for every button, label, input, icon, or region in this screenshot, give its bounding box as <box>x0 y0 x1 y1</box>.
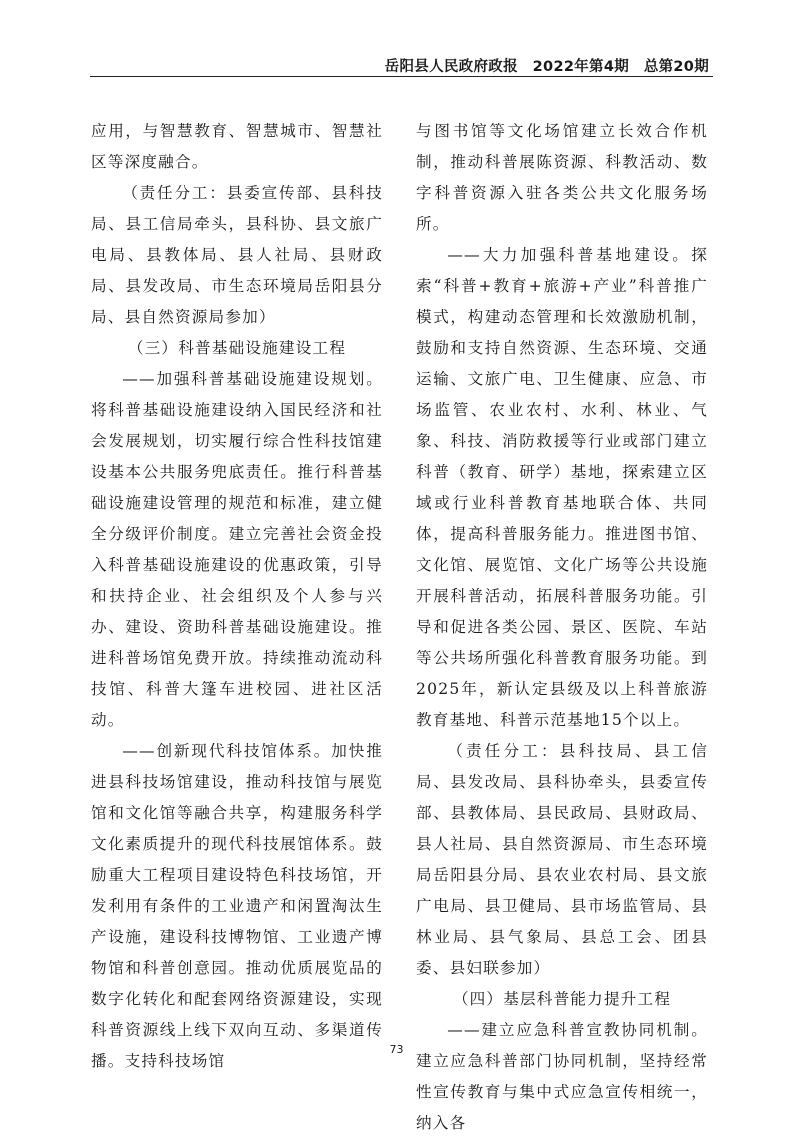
right-column <box>416 116 708 1139</box>
header-title: 岳阳县人民政府政报 2022年第4期 总第20期 <box>384 59 709 75</box>
page-number: 73 <box>389 1043 404 1056</box>
responsibility-note: （责任分工：县科技局、县工信局、县发改局、县科协牵头，县委宣传部、县教体局、县民政局、县财政局、县人社局、县自然资源局、市生态环境局岳阳县分局、县农业农村局、县文旅广电局、县卫健局、县市场监管局、县林业局、县气象局、县总工会、团县委、县妇联参加） <box>416 742 708 977</box>
paragraph: ——加强科普基础设施建设规划。将科普基础设施建设纳入国民经济和社会发展规划，切实履行综合性科技馆建设基本公共服务兜底责任。推行科普基础设施建设管理的规范和标准，建立健全分级评价制度。建立完善社会资金投入科普基础设施建设的优惠政策，引导和扶持企业、社会组织及个人参与兴办、建设、资助科普基础设施建设。推进科普场馆免费开放。持续推动流动科技馆、科普大篷车进校园、进社区活动。 <box>91 370 383 729</box>
left-column <box>91 116 383 1077</box>
responsibility-note: （责任分工：县委宣传部、县科技局、县工信局牵头，县科协、县文旅广电局、县教体局、县人社局、县财政局、县发改局、市生态环境局岳阳县分局、县自然资源局参加） <box>91 184 383 326</box>
paragraph: ——建立应急科普宣教协同机制。建立应急科普部门协同机制，坚持经常性宣传教育与集中式应急宣传相统一，纳入各 <box>416 1021 708 1132</box>
page-header <box>90 54 713 77</box>
section-heading: （三）科普基础设施建设工程 <box>127 339 347 357</box>
paragraph: ——创新现代科技馆体系。加快推进县科技场馆建设，推动科技馆与展览馆和文化馆等融合共享，构建服务科学文化素质提升的现代科技展馆体系。鼓励重大工程项目建设特色科技场馆，开发利用有条件的工业遗产和闲置淘汰生产设施，建设科技博物馆、工业遗产博物馆和科普创意园。推动优质展览品的数字化转化和配套网络资源建设，实现科普资源线上线下双向互动、多渠道传播。支持科技场馆 <box>91 742 383 1070</box>
section-heading: （四）基层科普能力提升工程 <box>452 990 672 1008</box>
paragraph: ——大力加强科普基地建设。探索“科普+教育+旅游+产业”科普推广模式，构建动态管理和长效激励机制，鼓励和支持自然资源、生态环境、交通运输、文旅广电、卫生健康、应急、市场监管、农业农村、水利、林业、气象、科技、消防救援等行业或部门建立科普（教育、研学）基地，探索建立区域或行业科普教育基地联合体、共同体，提高科普服务能力。推进图书馆、文化馆、展览馆、文化广场等公共设施开展科普活动，拓展科普服务功能。引导和促进各类公园、景区、医院、车站等公共场所强化科普教育服务功能。到2025年，新认定县级及以上科普旅游教育基地、科普示范基地15个以上。 <box>416 246 708 729</box>
paragraph: 与图书馆等文化场馆建立长效合作机制，推动科普展陈资源、科教活动、数字科普资源入驻各类公共文化服务场所。 <box>416 122 708 233</box>
paragraph: 应用，与智慧教育、智慧城市、智慧社区等深度融合。 <box>91 122 383 171</box>
